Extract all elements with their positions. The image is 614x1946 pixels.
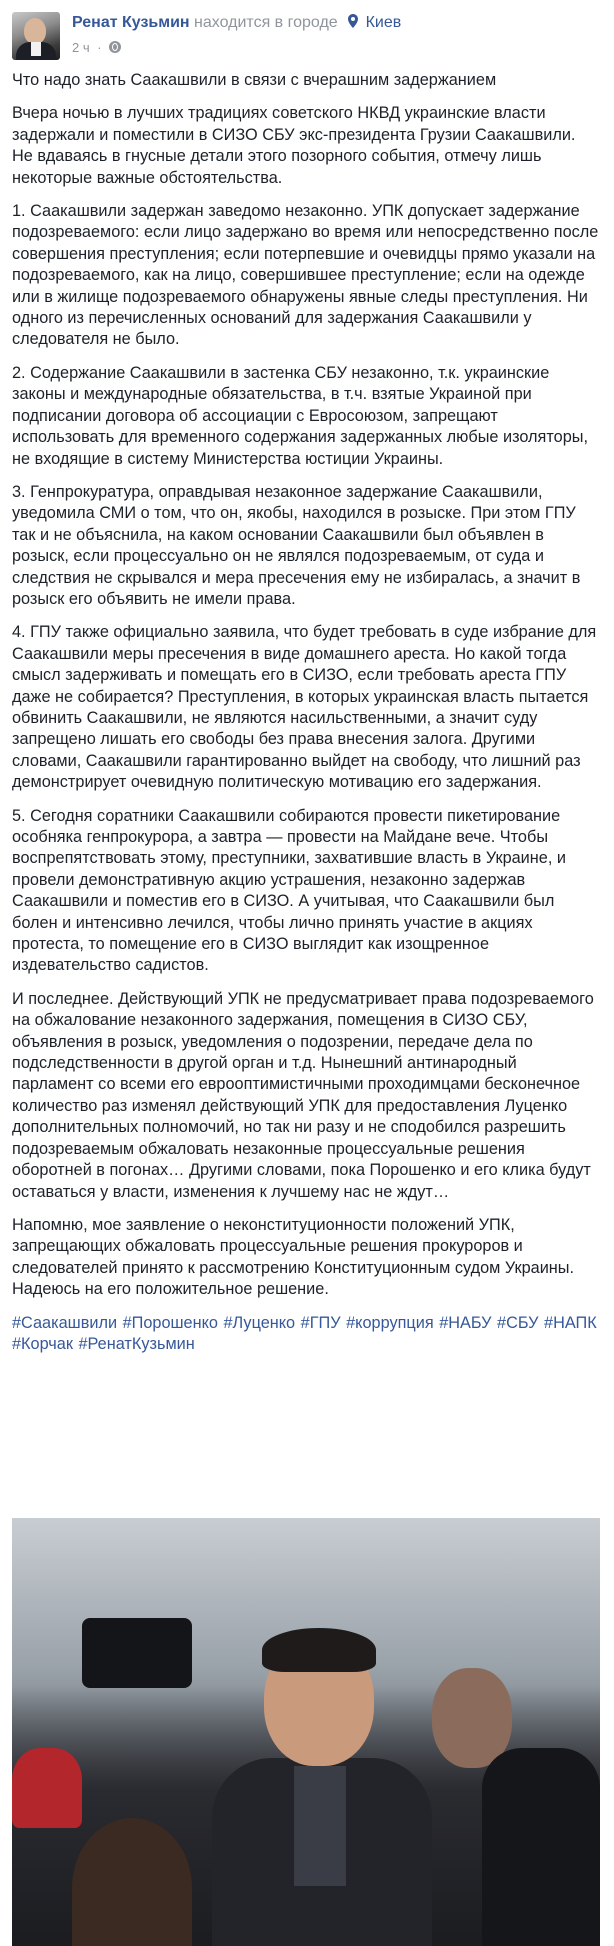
- hashtag[interactable]: #Луценко: [223, 1313, 296, 1332]
- post-body: [12, 70, 600, 1367]
- header-line: [72, 14, 401, 32]
- photo-scarf: [294, 1766, 346, 1886]
- hashtag[interactable]: #коррупция: [346, 1313, 434, 1332]
- hashtag-list: [12, 1313, 600, 1356]
- post-paragraph-1: 1. Саакашвили задержан заведомо незаконно. УПК допускает задержание подозреваемого: если лицо задержано во время или непосредственно после совершения преступления; если потерпевшие и очевидцы прямо указали на подозреваемого, как на лицо, совершившее преступление; если на одежде или в жилище подозреваемого обнаружены явные следы преступления. Ни одного из перечисленных оснований для задержания Саакашвили у следователя не было.: [12, 202, 599, 349]
- hashtag[interactable]: #Корчак: [12, 1334, 73, 1353]
- post-paragraph-5: 5. Сегодня соратники Саакашвили собираются провести пикетирование особняка генпрокурора, а завтра — провести на Майдане вече. Чтобы воспрепятствовать этому, преступники, захватившие власть в Украине, и провели демонстративную акцию устрашения, незаконно задержав Саакашвили и поместив его в СИЗО. А учитывая, что Саакашвили был болен и интенсивно лечился, чтобы лично принять участие в акциях протеста, то помещение его в СИЗО выглядит как изощренное издевательство садистов.: [12, 806, 566, 975]
- hashtag[interactable]: #ГПУ: [300, 1313, 341, 1332]
- post-paragraph-2: 2. Содержание Саакашвили в застенка СБУ незаконно, т.к. украинские законы и международные обязательства, в т.ч. взятые Украиной при подписании договора об ассоциации с Евросоюзом, запрещают использовать для временного содержания задержанных любые изоляторы, не входящие в систему Министерства юстиции Украины.: [12, 363, 588, 468]
- hashtag[interactable]: #СБУ: [497, 1313, 539, 1332]
- post-paragraph-4: 4. ГПУ также официально заявила, что будет требовать в суде избрание для Саакашвили меры пресечения в виде домашнего ареста. Но какой тогда смысл задерживать и помещать его в СИЗО, если требовать ареста ГПУ даже не собирается? Преступления, в которых украинская власть пытается обвинить Саакашвили, не являются насильственными, а значит суду запрещено лишать его свободы без права внесения залога. Другими словами, Саакашвили гарантированно выйдет на свободу, что лишний раз демонстрирует очевидную политическую мотивацию его задержания.: [12, 623, 597, 792]
- avatar-face: [24, 18, 46, 44]
- hashtag[interactable]: #НАБУ: [439, 1313, 492, 1332]
- post-time[interactable]: 2 ч: [72, 40, 90, 55]
- avatar-shirt: [31, 42, 41, 56]
- photo-main-person-hair: [262, 1628, 376, 1672]
- post-paragraph-3: 3. Генпрокуратура, оправдывая незаконное задержание Саакашвили, уведомила СМИ о том, что он, якобы, находился в розыске. При этом ГПУ так и не объяснила, на каком основании Саакашвили был объявлен в розыск, если процессуально он не являлся подозреваемым, от суда и следствия не скрывался и мера пресечения ему не избиралась, а значит в розыск его объявить не имели права.: [12, 482, 581, 608]
- photo-person: [72, 1818, 192, 1946]
- location-prefix: находится в городе: [194, 14, 338, 31]
- hashtag[interactable]: #НАПК: [544, 1313, 597, 1332]
- photo-camera: [82, 1618, 192, 1688]
- hashtag[interactable]: #Саакашвили: [12, 1313, 118, 1332]
- globe-icon[interactable]: [109, 41, 121, 53]
- location-pin-icon: [348, 14, 358, 28]
- hashtag[interactable]: #Порошенко: [122, 1313, 218, 1332]
- photo-person: [482, 1748, 600, 1946]
- post-paragraph-last: И последнее. Действующий УПК не предусматривает права подозреваемого на обжалование незаконного задержания, помещения в СИЗО СБУ, объявления в розыск, уведомления о подозрении, передаче дела по подследственности в другой орган и т.д. Нынешний антинародный парламент со всеми его еврооптимистичными проходимцами бесконечное количество раз изменял действующий УПК для предоставления Луценко дополнительных полномочий, но так ни разу и не сподобился разрешить подозреваемым обжаловать незаконные процессуальные решения оборотней в погонах… Другими словами, пока Порошенко и его клика будут оставаться у власти, изменения к лучшему нас не ждут…: [12, 989, 594, 1201]
- author-avatar[interactable]: [12, 12, 60, 60]
- post-paragraph-intro: Вчера ночью в лучших традициях советского НКВД украинские власти задержали и поместили в СИЗО СБУ экс-президента Грузии Саакашвили. Не вдаваясь в гнусные детали этого позорного события, отмечу лишь некоторые важные обстоятельства.: [12, 104, 576, 187]
- hashtag[interactable]: #РенатКузьмин: [78, 1334, 195, 1353]
- post-paragraph-closing: Напомню, мое заявление о неконституционности положений УПК, запрещающих обжаловать процессуальные решения прокуроров и следователей принято к рассмотрению Конституционным судом Украины. Надеюсь на его положительное решение.: [12, 1215, 575, 1299]
- post-photo[interactable]: [12, 1518, 600, 1946]
- post-paragraph-title: Что надо знать Саакашвили в связи с вчерашним задержанием: [12, 71, 497, 89]
- meta-separator: ·: [97, 40, 102, 55]
- post-header: [12, 10, 602, 60]
- post-meta: [72, 40, 121, 55]
- author-name[interactable]: Ренат Кузьмин: [72, 14, 190, 31]
- photo-person: [12, 1748, 82, 1828]
- location-city[interactable]: Киев: [365, 14, 402, 31]
